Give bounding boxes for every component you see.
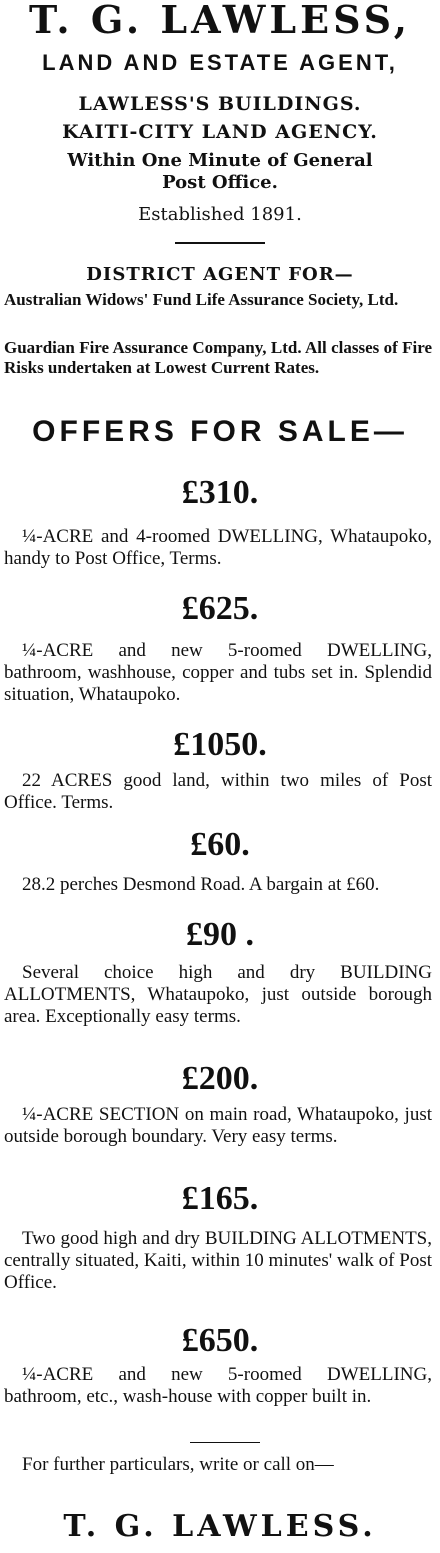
listing-price: £165. (181, 1180, 259, 1217)
advertiser-name: T. G. LAWLESS, (29, 0, 411, 42)
advertiser-role: LAND AND ESTATE AGENT, (42, 50, 398, 75)
signature: T. G. LAWLESS. (63, 1509, 377, 1544)
listing-text: ¼-ACRE and new 5-roomed DWELLING, bathroom, etc., wash-house with copper built in. (4, 1364, 432, 1407)
listing-text: 22 ACRES good land, within two miles of Post Office. Terms. (4, 770, 432, 813)
agency-line: KAITI-CITY LAND AGENCY. (62, 121, 378, 143)
offers-heading: OFFERS FOR SALE— (32, 415, 408, 448)
listing-price: £625. (181, 590, 259, 627)
listing-price: £650. (181, 1322, 259, 1359)
divider (175, 242, 265, 244)
listing-price: £200. (181, 1060, 259, 1097)
listing-text: Two good high and dry BUILDING ALLOTMENTS, centrally situated, Kaiti, within 10 minutes' walk of Post Office. (4, 1228, 432, 1293)
district-agent-2: Guardian Fire Assurance Company, Ltd. All classes of Fire Risks undertaken at Lowest Current Rates. (4, 338, 432, 377)
listing-text: ¼-ACRE and 4-roomed DWELLING, Whataupoko, handy to Post Office, Terms. (4, 526, 432, 569)
listing-text: 28.2 perches Desmond Road. A bargain at £60. (22, 874, 380, 895)
buildings-line: LAWLESS'S BUILDINGS. (78, 93, 362, 115)
contact-line: For further particulars, write or call on— (22, 1454, 334, 1475)
divider (190, 1442, 260, 1443)
district-agent-1: Australian Widows' Fund Life Assurance Society, Ltd. (4, 290, 399, 309)
established-line: Established 1891. (138, 204, 302, 225)
listing-price: £90 . (186, 916, 254, 953)
district-title: DISTRICT AGENT FOR— (86, 264, 354, 285)
listing-text: ¼-ACRE SECTION on main road, Whataupoko, just outside borough boundary. Very easy terms. (4, 1104, 432, 1147)
listing-text: ¼-ACRE and new 5-roomed DWELLING, bathroom, washhouse, copper and tubs set in. Splendid situation, Whataupoko. (4, 640, 432, 705)
location-line: Within One Minute of General Post Office. (67, 150, 373, 193)
listing-text: Several choice high and dry BUILDING ALLOTMENTS, Whataupoko, just outside borough area. Exceptionally easy terms. (4, 962, 432, 1027)
listing-price: £60. (190, 826, 250, 863)
listing-price: £310. (181, 474, 259, 511)
listing-price: £1050. (173, 726, 267, 763)
